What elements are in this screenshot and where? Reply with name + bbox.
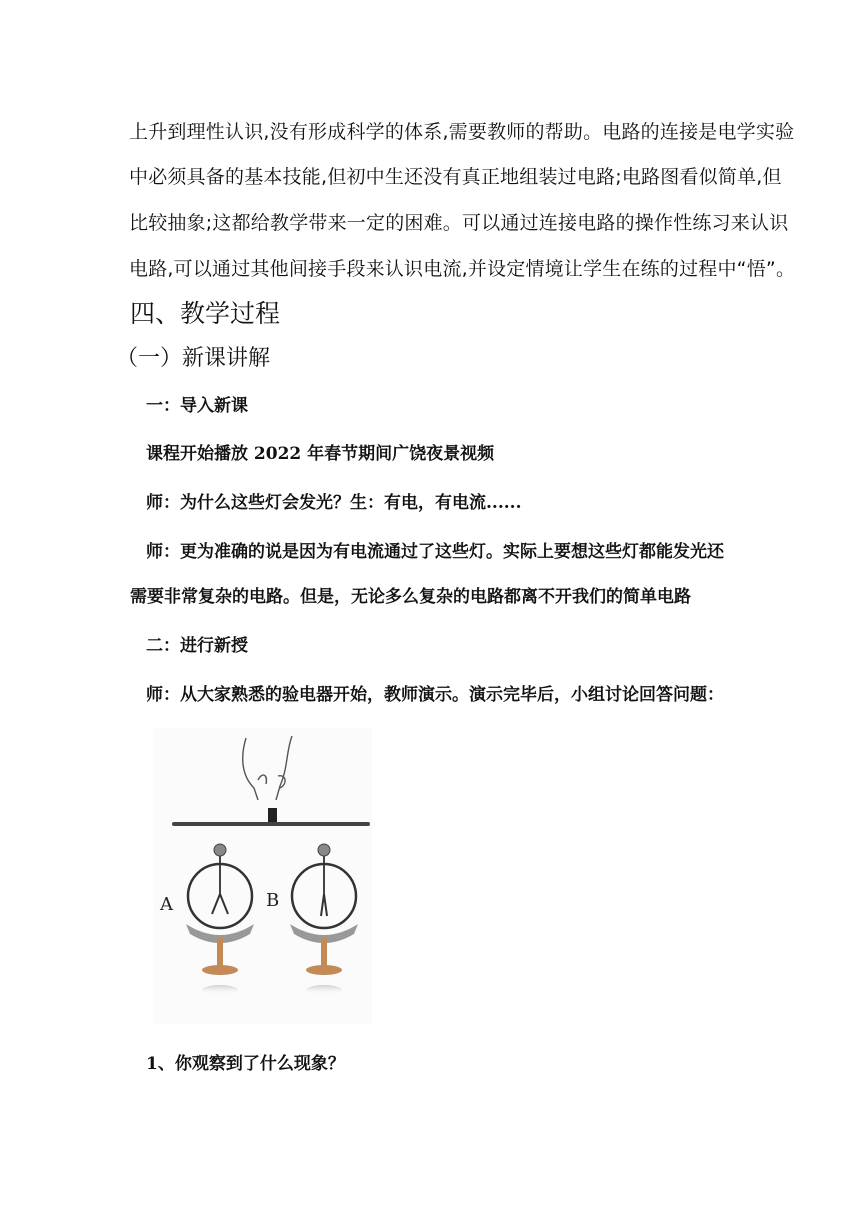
dialog-1: 师：为什么这些灯会发光？生：有电，有电流...... <box>146 493 522 513</box>
metal-rod <box>172 822 370 826</box>
step2-heading: 二：进行新授 <box>146 636 248 656</box>
step1-heading: 一：导入新课 <box>146 396 248 416</box>
intro-line-3: 比较抽象;这都给教学带来一定的困难。可以通过连接电路的操作性练习来认识 <box>129 212 789 234</box>
step1-text: 课程开始播放 2022 年春节期间广饶夜景视频 <box>146 444 495 464</box>
section-heading: 四、教学过程 <box>130 299 281 328</box>
label-b: B <box>266 890 280 911</box>
intro-line-1: 上升到理性认识,没有形成科学的体系,需要教师的帮助。电路的连接是电学实验 <box>129 121 795 143</box>
dialog-2-line-1: 师：更为准确的说是因为有电流通过了这些灯。实际上要想这些灯都能发光还 <box>146 542 724 562</box>
label-a: A <box>160 894 173 915</box>
dialog-3: 师：从大家熟悉的验电器开始，教师演示。演示完毕后，小组讨论回答问题： <box>146 685 724 705</box>
charged-rod-tip <box>268 808 277 822</box>
intro-line-2: 中必须具备的基本技能,但初中生还没有真正地组装过电路;电路图看似简单,但 <box>129 166 782 188</box>
electroscope-illustration <box>154 728 372 1024</box>
dialog-2-line-2: 需要非常复杂的电路。但是，无论多么复杂的电路都离不开我们的简单电路 <box>130 587 691 607</box>
question-1: 1、你观察到了什么现象？ <box>146 1054 345 1074</box>
subsection-heading: （一）新课讲解 <box>116 346 271 371</box>
electroscope-figure <box>154 728 372 1024</box>
intro-line-4: 电路,可以通过其他间接手段来认识电流,并设定情境让学生在练的过程中“悟”。 <box>129 258 796 280</box>
